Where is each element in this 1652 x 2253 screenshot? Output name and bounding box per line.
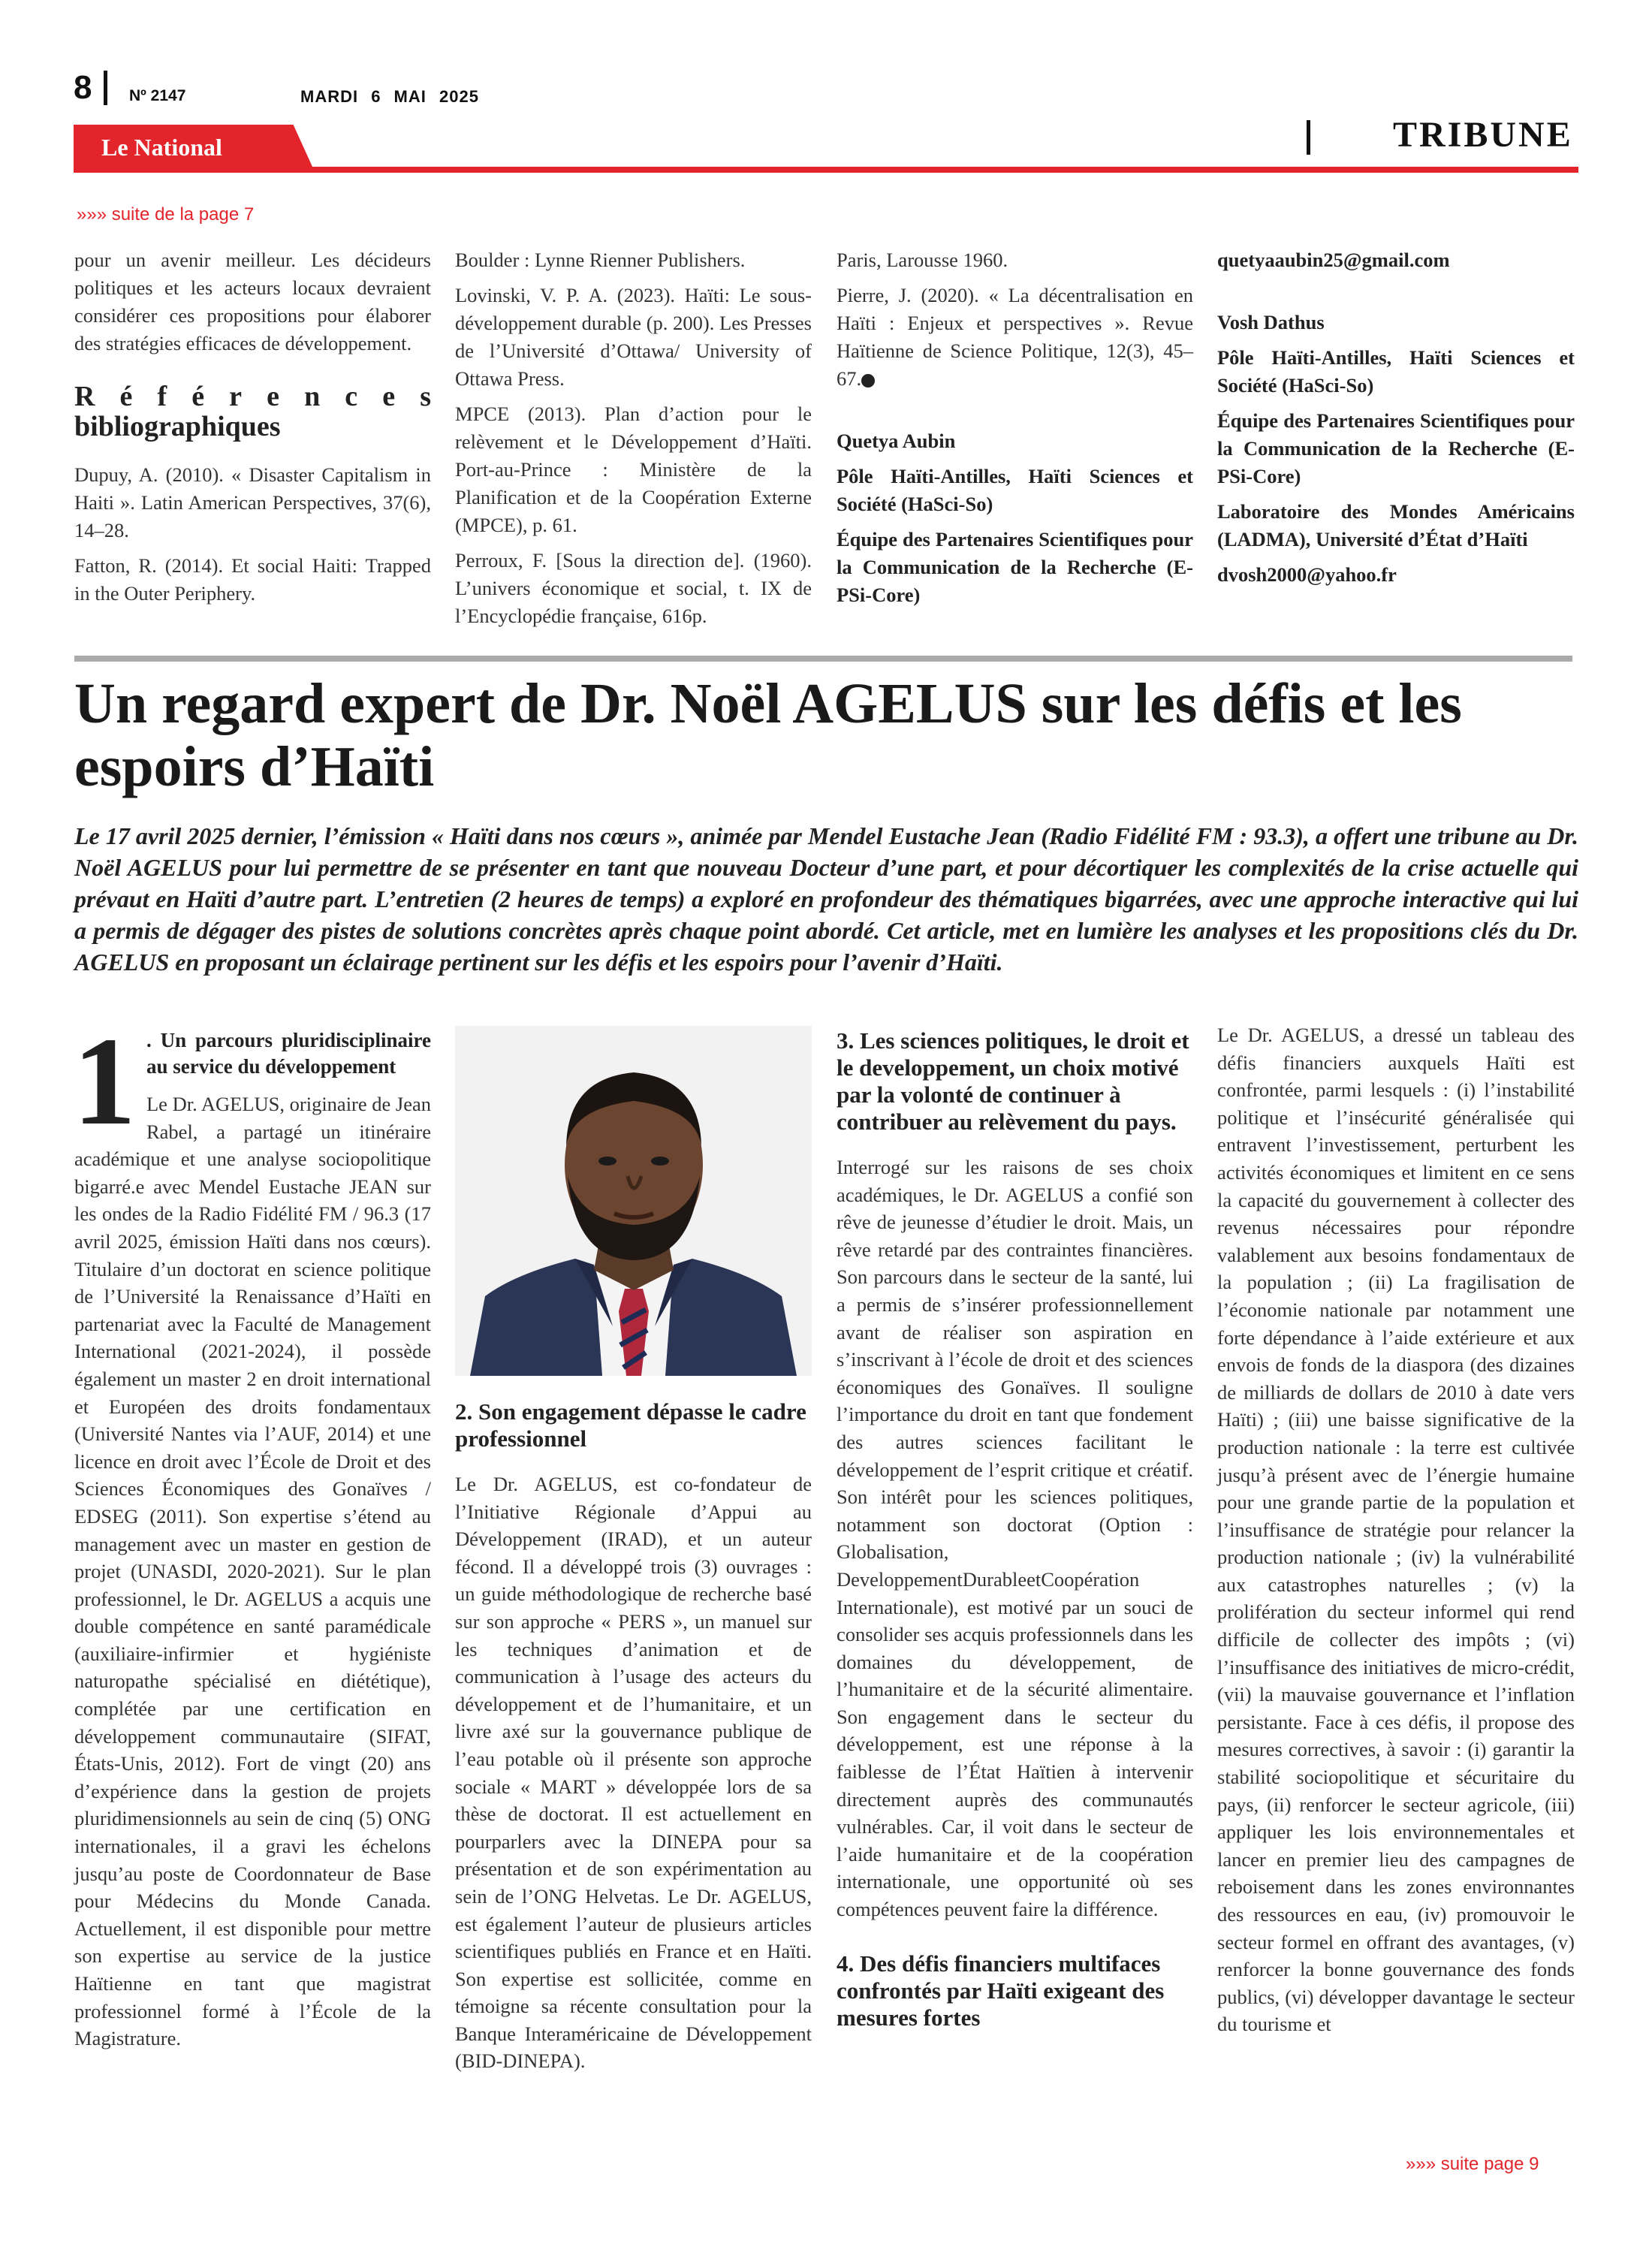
page-number-bar [104,71,107,105]
article-lead: Le 17 avril 2025 dernier, l’émission « Haïti dans nos cœurs », animée par Mendel Eustache Jean (Radio Fidélité FM : 93.3), a offert une tribune au Dr. Noël AGELUS pour lui permettre de se présenter en tant que nouveau Docteur d’une part, et pour décortiquer les complexités de la crise actuelle qui prévaut en Haïti d’autre part. L’entretien (2 heures de temps) a exploré en profondeur des thématiques bigarrées, avec une approche interactive qui lui a permis de dégager des pistes de solutions concrètes après chaque point abordé. Cet article, met en lumière les analyses et les propositions clés du Dr. AGELUS en proposant un éclairage pertinent sur les défis et les espoirs pour l’avenir d’Haïti. [74,822,1578,976]
reference-item [837,282,1193,393]
article-column-1 [73,1012,431,2061]
author-affiliation: Pôle Haïti-Antilles, Haïti Sciences et Société (HaSci-So) [1217,346,1575,397]
references-heading [74,382,431,442]
brand-name: Le National [101,134,222,161]
heading-letter: é [119,381,133,412]
heading-letter: f [157,381,167,412]
section-4-text: Le Dr. AGELUS, a dressé un tableau des défis financiers auxquels Haïti est confrontée, parmi lesquels : (i) l’instabilité politique et l’insécurité généralisée qui entravent l’investissement, perturbent les activités économiques et limitent en ce sens la capacité du gouvernement à collecter des revenus nécessaires pour répondre valablement aux besoins fondamentaux de la population ; (ii) La fragilisation de l’économie nationale par notamment une forte dépendance à l’aide extérieure et aux envois de fonds de la diaspora (des dizaines de milliards de dollars de 2010 à date vers Haïti) ; (iii) une baisse significative de la production nationale : la terre est cultivée jusqu’à présent avec de l’énergie humaine pour une grande partie de la population et l’insuffisance de stratégie pour relancer la production nationale ; (iv) la vulnérabilité aux catastrophes naturelles ; (v) la prolifération du secteur informel qui rend difficile de collecter des impôts ; (vi) l’insuffisance des initiatives de micro-crédit, (vii) la mauvaise gouvernance et l’inflation persistante. Face à ces défis, il propose des mesures correctives, à savoir : (i) garantir la stabilité sociopolitique et sécuritaire du pays, (ii) renforcer le secteur agricole, (iii) appliquer les lois environnementales et lancer en premier lieu des campagnes de reboisement dans les zones environnantes des ressources en eau, (iv) promouvoir le secteur formel en offrant des avantages, (v) renforcer la bonne gouvernance des fonds publics, (vi) développer davantage le secteur du tourisme et [1217,1024,1575,2036]
references-heading-word2: bibliographiques [74,411,281,442]
portrait-photo [455,1026,812,1376]
heading-letter: c [345,381,358,412]
author-affiliation: Laboratoire des Mondes Américains (LADMA), Université d’État d’Haïti [1217,500,1575,550]
top-column-2 [455,246,812,638]
reference-item: MPCE (2013). Plan d’action pour le relèvement et le Développement d’Haïti. Port-au-Prince : Ministère de la Planification et de la Coopération Externe (MPCE), p. 61. [455,403,812,536]
article-column-3 [837,1027,1193,2049]
reference-item: Dupuy, A. (2010). « Disaster Capitalism in Haiti ». Latin American Perspectives, 37(6), 14–28. [74,463,431,541]
previous-article-ending: pour un avenir meilleur. Les décideurs politiques et les acteurs locaux devraient considérer ces propositions pour élaborer des stratégies efficaces de développement. [74,249,431,354]
article-column-4 [1217,1021,1575,2047]
heading-letter: n [304,381,321,412]
end-of-article-dot-icon [861,374,875,388]
drop-cap: 1 [73,1012,136,1151]
author-affiliation: Pôle Haïti-Antilles, Haïti Sciences et Société (HaSci-So) [837,465,1193,515]
reference-item: Paris, Larousse 1960. [837,249,1008,271]
continued-from-link[interactable]: »»» suite de la page 7 [77,204,255,225]
heading-letter: R [74,381,95,412]
reference-item: Fatton, R. (2014). Et social Haiti: Trapped in the Outer Periphery. [74,554,431,605]
top-column-1 [74,246,431,615]
reference-item: Perroux, F. [Sous la direction de]. (1960). L’univers économique et social, t. IX de l’Encyclopédie française, 616p. [455,549,812,627]
header-rule [74,167,1578,173]
section-1-text: Le Dr. AGELUS, originaire de Jean Rabel, a partagé un itinéraire académique et une analyse sociopolitique bigarré.e avec Mendel Eustache JEAN sur les ondes de la Radio Fidélité FM / 96.3 (17 avril 2025, émission Haïti dans nos cœurs). Titulaire d’un doctorat en science politique de l’Université la Renaissance d’Haïti en partenariat avec la Faculté de Management International (2021-2024), il possède également un master 2 en droit international et Européen des droits fondamentaux (Université Nantes via l’AUF, 2014) et une licence en droit avec l’École de Droit et des Sciences Économiques des Gonaïves / EDSEG (2011). Son expertise s’étend au management avec un master en gestion de projet (UNASDI, 2020-2021). Sur le plan professionnel, le Dr. AGELUS a acquis une double compétence en santé paramédicale (auxiliaire-infirmier et hygiéniste naturopathe spécialisé en diététique), complétée par une certification en développement communautaire (SIFAT, États-Unis, 2012). Fort de vingt (20) ans d’expérience dans la gestion de projets pluridimensionnels au sein de cinq (5) ONG internationales, il a gravi les échelons jusqu’au poste de Coordonnateur de Base pour Médecins du Monde Canada. Actuellement, il est disponible pour mettre son expertise au service de la justice Haïtienne en tant que magistrat professionnel formé à l’École de la Magistrature. [74,1093,431,2050]
article-divider [74,656,1572,662]
article-headline: Un regard expert de Dr. Noël AGELUS sur les défis et les espoirs d’Haïti [74,672,1462,798]
reference-item: Lovinski, V. P. A. (2023). Haïti: Le sous-développement durable (p. 200). Les Presses de l’Université d’Ottawa/ University of Ottawa Press. [455,284,812,390]
top-column-3 [837,246,1193,617]
section-1-title: . Un parcours pluridisciplinaire au service du développement [146,1029,431,1078]
heading-letter: é [191,381,205,412]
issue-date: MARDI 6 MAI 2025 [300,87,479,106]
section-2-title: 2. Son engagement dépasse le cadre professionnel [455,1398,806,1452]
page-number: 8 [74,69,92,106]
section-3-title: 3. Les sciences politiques, le droit et le developpement, un choix motivé par la volonté de continuer à contribuer au relèvement du pays. [837,1027,1189,1135]
references-heading-word1 [74,382,431,412]
author-email[interactable]: dvosh2000@yahoo.fr [1217,563,1397,586]
heading-letter: s [420,381,431,412]
author-name: Quetya Aubin [837,430,956,452]
portrait-illustration [455,1026,812,1376]
article-column-2 [455,1398,812,2084]
section-2-text: Le Dr. AGELUS, est co-fondateur de l’Initiative Régionale d’Appui au Développement (IRAD), et un auteur fécond. Il a développé trois (3) ouvrages : un guide méthodologique de recherche basé sur son approche « PERS », un manuel sur les techniques d’animation et de communication à l’usage des acteurs du développement et de l’humanitaire, et un livre axé sur la gouvernance publique de l’eau potable où il présente son approche sociale « MART » développée lors de sa thèse de doctorat. Il est actuellement en pourparlers avec la DINEPA pour sa présentation et de son expérimentation au sein de l’ONG Helvetas. Le Dr. AGELUS, est également l’auteur de plusieurs articles scientifiques publiés en France et en Haïti. Son expertise est sollicitée, comme en témoigne sa récente consultation pour la Banque Interaméricaine de Développement (BID-DINEPA). [455,1473,812,2073]
heading-letter: r [229,381,243,412]
reference-item: Boulder : Lynne Rienner Publishers. [455,249,746,271]
heading-letter: e [382,381,396,412]
author-affiliation: Équipe des Partenaires Scientifiques pour la Communication de la Recherche (E-PSi-Core) [837,528,1193,606]
heading-letter: e [267,381,279,412]
top-column-4 [1217,246,1575,596]
section-bar [1307,120,1310,155]
section-3-text: Interrogé sur les raisons de ses choix académiques, le Dr. AGELUS a confié son rêve de jeunesse d’étudier le droit. Mais, un rêve retardé par des contraintes financières. Son parcours dans le secteur de la santé, lui a permis de s’insérer professionnellement avant de réaliser son aspiration en s’inscrivant à l’école de droit et des sciences économiques des Gonaïves. Il souligne l’importance du droit en tant que fondement des autres sciences facilitant le développement de l’esprit critique et créatif. Son intérêt pour les sciences politiques, notamment son doctorat (Option : Globalisation, DeveloppementDurableetCoopération Internationale), est motivé par un souci de consolider ses acquis professionnels dans les domaines du développement, de l’humanitaire et de la sécurité alimentaire. Son engagement dans le secteur du développement, est une réponse à la faiblesse de l’État Haïtien à intervenir directement auprès des communautés vulnérables. Car, il voit dans le secteur de l’aide humanitaire et de la coopération internationale, une opportunité où ses compétences peuvent faire la différence. [837,1156,1193,1921]
section-title: TRIBUNE [1393,115,1573,155]
section-4-title: 4. Des défis financiers multifaces confrontés par Haïti exigeant des mesures fortes [837,1950,1165,2031]
reference-text: Pierre, J. (2020). « La décentralisation en Haïti : Enjeux et perspectives ». Revue Haïtienne de Science Politique, 12(3), 45–67. [837,284,1193,390]
author-affiliation: Équipe des Partenaires Scientifiques pour la Communication de la Recherche (E-PSi-Core) [1217,409,1575,487]
author-email[interactable]: quetyaaubin25@gmail.com [1217,249,1450,271]
author-name: Vosh Dathus [1217,311,1325,333]
issue-number: Nº 2147 [129,87,186,104]
continued-to-link[interactable]: »»» suite page 9 [1406,2154,1539,2174]
